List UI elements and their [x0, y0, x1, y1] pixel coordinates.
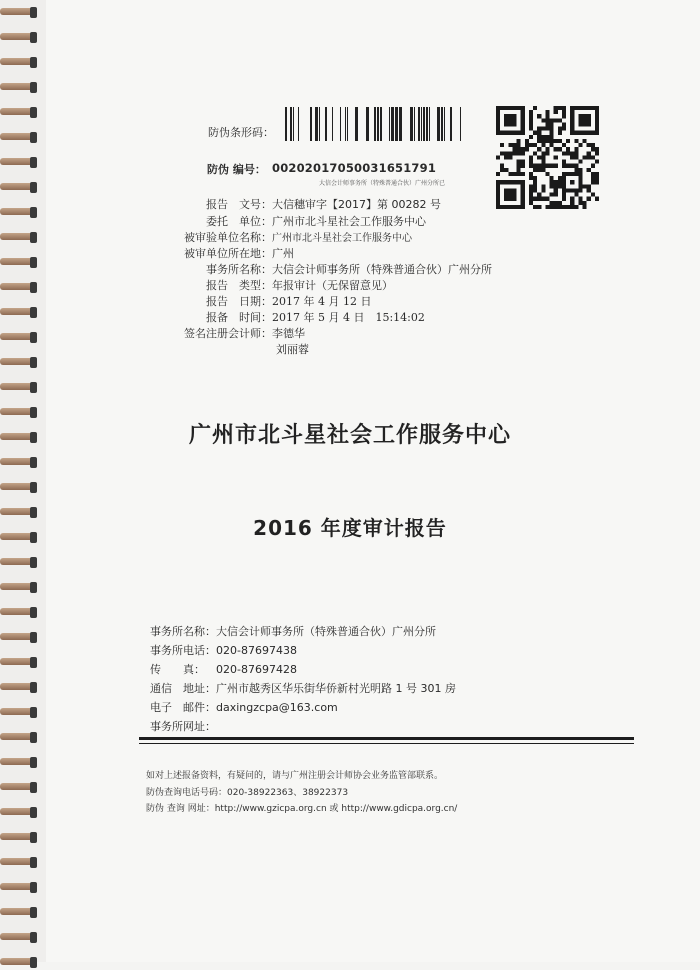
info-value: 年报审计（无保留意见）: [272, 279, 393, 292]
divider-thin: [139, 743, 634, 744]
firm-label: 事务所名称：: [150, 625, 216, 638]
info-label: 委托 单位：: [206, 215, 272, 228]
info-value: 大信会计师事务所（特殊普通合伙）广州分所: [272, 263, 492, 276]
firm-value: 020-87697428: [216, 663, 297, 676]
binding-ring: [0, 279, 44, 295]
info-row-report-no: [182, 196, 441, 212]
serial-number: 00202017050031651791: [272, 161, 437, 175]
binding-ring: [0, 779, 44, 795]
info-value: 2017 年 5 月 4 日 15:14:02: [272, 311, 425, 324]
binding-ring: [0, 254, 44, 270]
entity-title: 广州市北斗星社会工作服务中心: [188, 423, 511, 448]
binding-ring: [0, 79, 44, 95]
binding-ring: [0, 329, 44, 345]
firm-label: 事务所电话：: [150, 644, 216, 657]
binding-ring: [0, 354, 44, 370]
binding-ring: [0, 879, 44, 895]
divider-thick: [139, 737, 634, 740]
binding-ring: [0, 129, 44, 145]
info-row-client: [182, 213, 426, 229]
binding-ring: [0, 54, 44, 70]
binding-ring: [0, 654, 44, 670]
binding-ring: [0, 804, 44, 820]
note-phone: 防伪查询电话号码：020-38922363、38922373: [146, 788, 349, 798]
info-value: 大信穗审字【2017】第 00282 号: [272, 198, 441, 211]
info-row-second-cpa: 刘丽蓉: [276, 343, 309, 356]
info-label: 报告 日期：: [206, 295, 272, 308]
info-value: 广州市北斗星社会工作服务中心: [272, 215, 426, 228]
info-row-report-type: [182, 277, 393, 293]
binding-ring: [0, 554, 44, 570]
binding-ring: [0, 679, 44, 695]
binding-ring: [0, 729, 44, 745]
info-row-firm: [182, 261, 492, 277]
info-label: 被审单位所在地：: [184, 247, 272, 260]
firm-value: 020-87697438: [216, 644, 297, 657]
binding-ring: [0, 704, 44, 720]
info-row-report-date: [182, 293, 371, 309]
info-row-signing-cpa: [182, 325, 305, 341]
binding-ring: [0, 4, 44, 20]
qr-code-image: [496, 106, 599, 209]
firm-label: 传 真：: [150, 663, 205, 676]
binding-ring: [0, 954, 44, 970]
binding-ring: [0, 479, 44, 495]
info-value: 李德华: [272, 327, 305, 340]
binding-ring: [0, 179, 44, 195]
info-label: 被审验单位名称：: [184, 231, 272, 244]
info-label: 报告 文号：: [206, 198, 272, 211]
info-label: 签名注册会计师：: [184, 327, 272, 340]
binding-ring: [0, 104, 44, 120]
spiral-binding: [0, 0, 46, 962]
binding-ring: [0, 154, 44, 170]
note-contact: 如对上述报备资料，有疑问的，请与广州注册会计师协会业务监管部联系。: [146, 771, 444, 781]
info-value: 2017 年 4 月 12 日: [272, 295, 372, 308]
info-value: 广州: [272, 247, 294, 260]
serial-label: 防伪 编号：: [207, 163, 266, 176]
firm-value: 大信会计师事务所（特殊普通合伙）广州分所: [216, 625, 436, 638]
firm-row-website: [150, 718, 216, 734]
binding-ring: [0, 579, 44, 595]
report-title: 2016 年度审计报告: [253, 516, 447, 540]
binding-ring: [0, 629, 44, 645]
info-label: 报备 时间：: [206, 311, 272, 324]
note-website: 防伪 查询 网址：http://www.gzicpa.org.cn 或 http://www.gdicpa.org.cn/: [146, 804, 458, 814]
firm-label: 事务所网址：: [150, 720, 216, 733]
firm-label: 电子 邮件：: [150, 701, 216, 714]
binding-ring: [0, 454, 44, 470]
binding-ring: [0, 604, 44, 620]
info-label: 报告 类型：: [206, 279, 272, 292]
firm-row-phone: [150, 642, 297, 658]
firm-row-email: [150, 699, 338, 715]
barcode-image: [285, 107, 481, 141]
serial-note: 大信会计师事务所（特殊普通合伙）广州分所已: [319, 180, 446, 187]
info-row-location: [182, 245, 294, 261]
binding-ring: [0, 379, 44, 395]
binding-ring: [0, 754, 44, 770]
binding-ring: [0, 904, 44, 920]
firm-label: 通信 地址：: [150, 682, 216, 695]
binding-ring: [0, 929, 44, 945]
firm-row-address: [150, 680, 456, 696]
info-value: 广州市北斗星社会工作服务中心: [272, 233, 412, 244]
binding-ring: [0, 854, 44, 870]
binding-ring: [0, 204, 44, 220]
firm-value: 广州市越秀区华乐街华侨新村光明路 1 号 301 房: [216, 682, 456, 695]
info-row-filing-time: [182, 309, 425, 325]
binding-ring: [0, 304, 44, 320]
info-row-audited-entity: [182, 229, 412, 245]
binding-ring: [0, 229, 44, 245]
info-label: 事务所名称：: [206, 263, 272, 276]
firm-row-name: [150, 623, 436, 639]
binding-ring: [0, 29, 44, 45]
firm-row-fax: [150, 661, 297, 677]
firm-value: daxingzcpa@163.com: [216, 701, 338, 714]
binding-ring: [0, 829, 44, 845]
barcode-label: 防伪条形码：: [208, 126, 274, 139]
